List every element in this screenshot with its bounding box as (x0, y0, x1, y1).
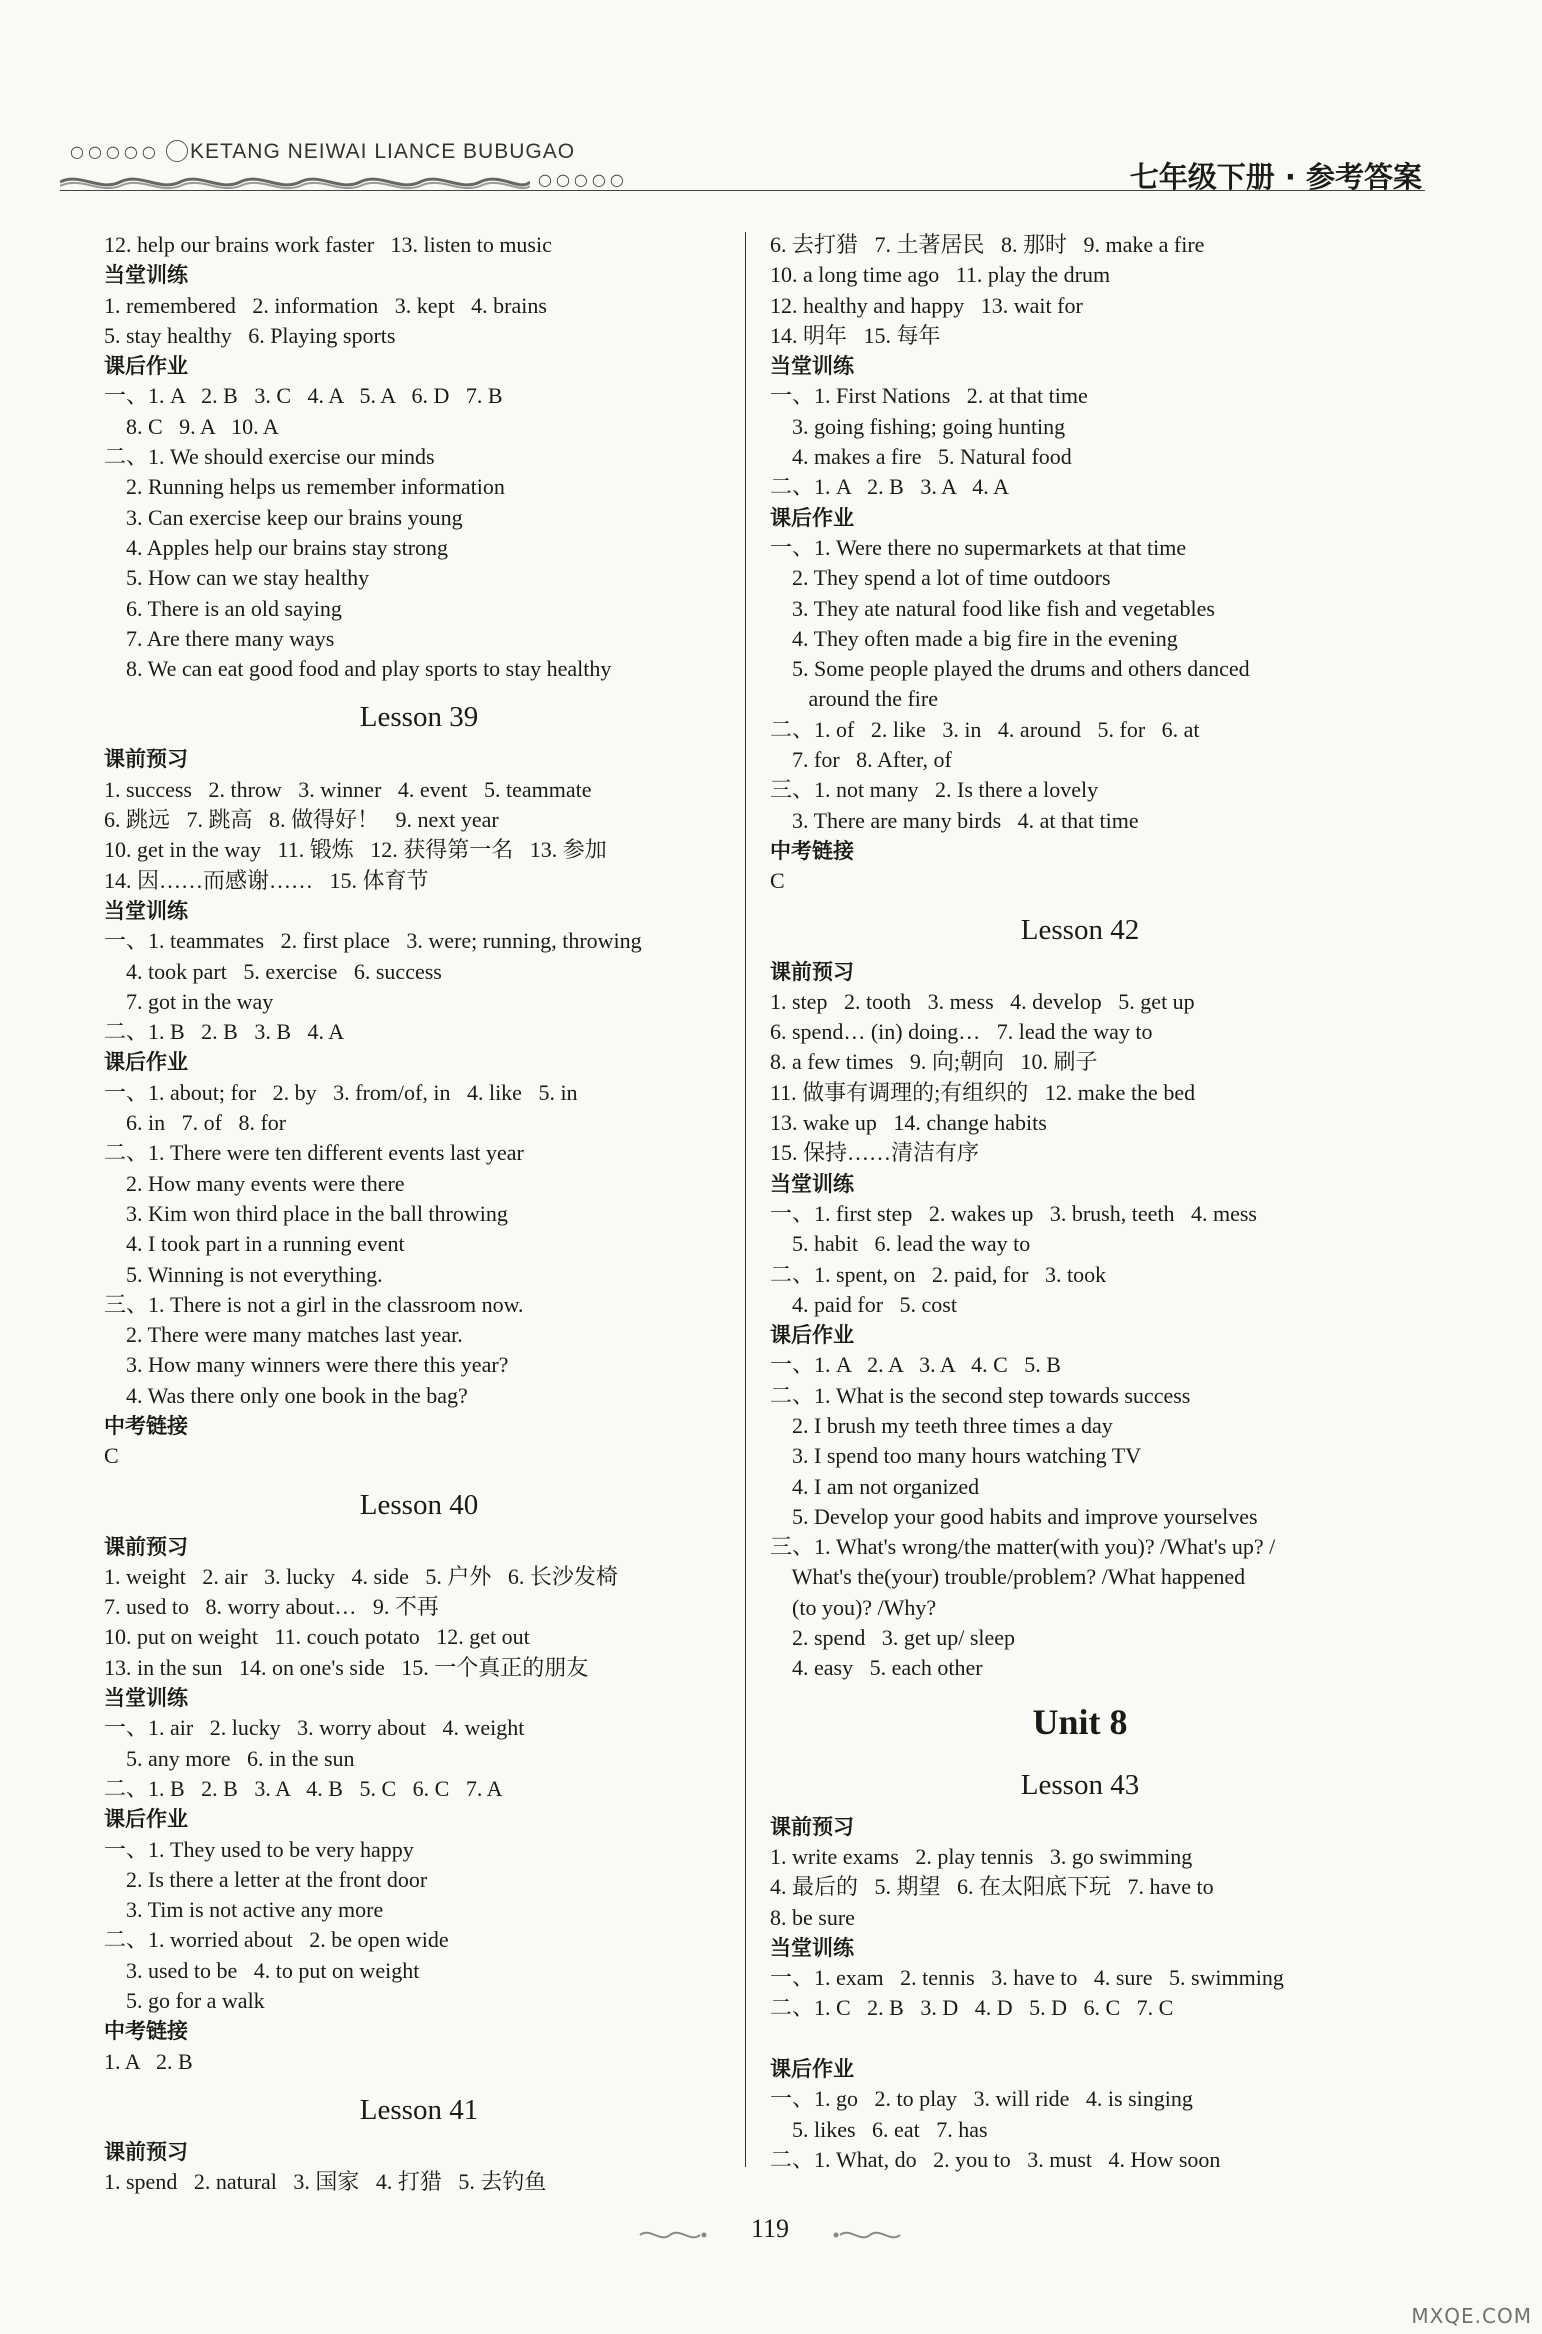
answer-line: (to you)? /Why? (770, 1594, 937, 1620)
section-heading: 课前预习 (104, 747, 188, 772)
answer-line: around the fire (770, 686, 938, 712)
answer-line: 3. Tim is not active any more (104, 1897, 384, 1923)
page-number: 119 (750, 2214, 790, 2243)
answer-line: 5. Develop your good habits and improve yourselves (770, 1503, 1258, 1529)
section-heading: 课前预习 (770, 959, 854, 984)
section-heading: 课后作业 (770, 2057, 854, 2082)
answer-line: 一、1. A 2. B 3. C 4. A 5. A 6. D 7. B (104, 383, 503, 409)
section-heading: 中考链接 (770, 838, 854, 863)
lesson-title: Lesson 41 (359, 2093, 479, 2126)
answers-right-column (770, 230, 1390, 2175)
answer-line: 5. Winning is not everything. (104, 1261, 383, 1287)
answer-line: 7. for 8. After, of (770, 747, 952, 773)
answer-line: 6. There is an old saying (104, 595, 342, 621)
answer-line: 6. spend… (in) doing… 7. lead the way to (770, 1019, 1153, 1045)
answer-line: 二、1. A 2. B 3. A 4. A (770, 474, 1009, 500)
answer-line: 3. Can exercise keep our brains young (104, 504, 463, 530)
section-heading: 当堂训练 (104, 263, 188, 288)
header-title: 七年级下册 · 参考答案 (1129, 160, 1422, 194)
answer-line: 4. easy 5. each other (770, 1655, 983, 1681)
answers-left-column (104, 230, 734, 2198)
answer-line: What's the(your) trouble/problem? /What happened (770, 1564, 1246, 1590)
answer-line: 8. C 9. A 10. A (104, 413, 279, 439)
header-dots-left: ○○○○○ (70, 142, 160, 161)
lesson-title: Lesson 39 (359, 701, 479, 734)
answer-line: 二、1. spent, on 2. paid, for 3. took (770, 1261, 1107, 1287)
section-heading: 当堂训练 (770, 354, 854, 379)
answer-line: 二、1. What is the second step towards success (770, 1382, 1191, 1408)
header-dots-right: ○○○○○ (538, 170, 628, 189)
answer-line: 4. They often made a big fire in the evening (770, 625, 1178, 651)
column-divider (745, 232, 746, 2167)
answer-line: 5. habit 6. lead the way to (770, 1231, 1031, 1257)
section-heading: 当堂训练 (104, 1686, 188, 1711)
answer-line: 一、1. They used to be very happy (104, 1836, 414, 1862)
answer-line: 6. 跳远 7. 跳高 8. 做得好！ 9. next year (104, 807, 499, 833)
answer-line: 三、1. not many 2. Is there a lovely (770, 777, 1099, 803)
section-heading: 课后作业 (104, 1050, 188, 1075)
answer-line: 1. spend 2. natural 3. 国家 4. 打猎 5. 去钓鱼 (104, 2169, 547, 2195)
section-heading: 中考链接 (104, 1413, 188, 1438)
answer-line: 5. likes 6. eat 7. has (770, 2116, 988, 2142)
watermark-logo (1322, 2248, 1532, 2328)
answer-line: 二、1. What, do 2. you to 3. must 4. How soon (770, 2146, 1221, 2172)
answer-line: 1. step 2. tooth 3. mess 4. develop 5. get up (770, 988, 1195, 1014)
answer-line: 2. They spend a lot of time outdoors (770, 565, 1111, 591)
answer-line: 3. going fishing; going hunting (770, 413, 1066, 439)
answer-line: 7. Are there many ways (104, 625, 335, 651)
section-heading: 课后作业 (770, 505, 854, 530)
answer-line: C (770, 868, 785, 894)
answer-line: 三、1. There is not a girl in the classroom now. (104, 1291, 524, 1317)
footer-ornament-right (832, 2226, 902, 2244)
answer-line: 4. Apples help our brains stay strong (104, 534, 449, 560)
answer-line: 10. get in the way 11. 锻炼 12. 获得第一名 13. 参加 (104, 837, 607, 863)
answer-line: 一、1. first step 2. wakes up 3. brush, teeth 4. mess (770, 1200, 1257, 1226)
answer-line: 1. remembered 2. information 3. kept 4. brains (104, 292, 547, 318)
section-heading: 课前预习 (104, 1534, 188, 1559)
answer-line: 1. A 2. B (104, 2048, 193, 2074)
lesson-title: Lesson 43 (1020, 1768, 1140, 1801)
answer-line: 5. Some people played the drums and others danced (770, 656, 1250, 682)
answer-line: 1. success 2. throw 3. winner 4. event 5. teammate (104, 776, 592, 802)
section-heading: 课后作业 (770, 1323, 854, 1348)
answer-line: 8. a few times 9. 向;朝向 10. 刷子 (770, 1049, 1098, 1075)
section-heading: 中考链接 (104, 2019, 188, 2044)
answer-line: 6. in 7. of 8. for (104, 1110, 287, 1136)
answer-line: 13. wake up 14. change habits (770, 1110, 1047, 1136)
answer-line: 2. spend 3. get up/ sleep (770, 1625, 1016, 1651)
answer-line: 7. got in the way (104, 988, 274, 1014)
answer-line: 二、1. worried about 2. be open wide (104, 1927, 449, 1953)
answer-line: 4. I took part in a running event (104, 1231, 405, 1257)
section-heading: 课后作业 (104, 1807, 188, 1832)
answer-line: 二、1. There were ten different events last year (104, 1140, 524, 1166)
answer-line: 2. There were many matches last year. (104, 1322, 463, 1348)
answer-line: 14. 明年 15. 每年 (770, 322, 941, 348)
answer-line: 二、1. of 2. like 3. in 4. around 5. for 6. at (770, 716, 1200, 742)
answer-line: 14. 因……而感谢…… 15. 体育节 (104, 867, 429, 893)
section-heading: 课后作业 (104, 354, 188, 379)
answer-line: 1. write exams 2. play tennis 3. go swimming (770, 1843, 1193, 1869)
watermark-text: MXQE.COM (1411, 2304, 1532, 2328)
answer-line: 一、1. A 2. A 3. A 4. C 5. B (770, 1352, 1061, 1378)
section-heading: 课前预习 (770, 1814, 854, 1839)
answer-line: 三、1. What's wrong/the matter(with you)? /What's up? / (770, 1534, 1276, 1560)
answer-line: 5. stay healthy 6. Playing sports (104, 322, 396, 348)
answer-line: 3. I spend too many hours watching TV (770, 1443, 1142, 1469)
lesson-title: Lesson 42 (1020, 913, 1140, 946)
answer-line: 4. paid for 5. cost (770, 1291, 957, 1317)
answer-line: 7. used to 8. worry about… 9. 不再 (104, 1594, 439, 1620)
answer-line: 一、1. about; for 2. by 3. from/of, in 4. like 5. in (104, 1079, 578, 1105)
answer-line: 一、1. First Nations 2. at that time (770, 383, 1088, 409)
answer-line: 3. How many winners were there this year? (104, 1352, 509, 1378)
answer-line: 3. They ate natural food like fish and vegetables (770, 595, 1215, 621)
answer-line: 8. We can eat good food and play sports to stay healthy (104, 656, 612, 682)
lesson-title: Lesson 40 (359, 1488, 479, 1521)
answer-line: 13. in the sun 14. on one's side 15. 一个真正的朋友 (104, 1654, 589, 1680)
answer-line: 1. weight 2. air 3. lucky 4. side 5. 户外 6. 长沙发椅 (104, 1563, 618, 1589)
answer-line: 5. any more 6. in the sun (104, 1745, 355, 1771)
answer-line: 6. 去打猎 7. 土著居民 8. 那时 9. make a fire (770, 232, 1205, 257)
answer-line: 15. 保持……清洁有序 (770, 1140, 980, 1166)
answer-line: 8. be sure (770, 1904, 855, 1930)
answer-line: 一、1. teammates 2. first place 3. were; running, throwing (104, 928, 642, 954)
page-header (0, 0, 1542, 200)
answer-line: 4. took part 5. exercise 6. success (104, 958, 442, 984)
section-heading: 课前预习 (104, 2139, 188, 2164)
answer-line: 二、1. We should exercise our minds (104, 444, 435, 470)
answer-line: 4. 最后的 5. 期望 6. 在太阳底下玩 7. have to (770, 1874, 1214, 1900)
answer-line: 4. makes a fire 5. Natural food (770, 444, 1072, 470)
answer-line: 一、1. air 2. lucky 3. worry about 4. weight (104, 1715, 525, 1741)
answer-line: 3. There are many birds 4. at that time (770, 807, 1139, 833)
unit-title: Unit 8 (1032, 1701, 1128, 1742)
section-heading: 当堂训练 (104, 898, 188, 923)
answer-line: 2. I brush my teeth three times a day (770, 1412, 1113, 1438)
answer-line: 12. help our brains work faster 13. listen to music (104, 232, 552, 257)
answer-line: 二、1. B 2. B 3. A 4. B 5. C 6. C 7. A (104, 1775, 503, 1801)
page-footer (620, 2204, 920, 2264)
answer-line: 3. used to be 4. to put on weight (104, 1957, 420, 1983)
answer-line: 一、1. Were there no supermarkets at that time (770, 534, 1187, 560)
answer-line: 二、1. B 2. B 3. B 4. A (104, 1019, 345, 1045)
answer-line: 5. go for a walk (104, 1988, 265, 2014)
answer-line: 2. Is there a letter at the front door (104, 1866, 428, 1892)
answer-line: 10. put on weight 11. couch potato 12. get out (104, 1624, 530, 1650)
answer-line: 一、1. go 2. to play 3. will ride 4. is singing (770, 2086, 1193, 2112)
section-heading: 当堂训练 (770, 1171, 854, 1196)
answer-line: 2. Running helps us remember information (104, 474, 505, 500)
section-heading: 当堂训练 (770, 1935, 854, 1960)
series-logo-icon (166, 140, 188, 162)
answer-line: 3. Kim won third place in the ball throwing (104, 1200, 508, 1226)
header-series-name: KETANG NEIWAI LIANCE BUBUGAO (190, 140, 576, 163)
answer-line: 12. healthy and happy 13. wait for (770, 292, 1083, 318)
answer-line: 二、1. C 2. B 3. D 4. D 5. D 6. C 7. C (770, 1995, 1174, 2021)
answer-line: 5. How can we stay healthy (104, 565, 370, 591)
answer-line: 11. 做事有调理的;有组织的 12. make the bed (770, 1079, 1196, 1105)
answer-line (770, 2024, 1390, 2054)
answer-line: 一、1. exam 2. tennis 3. have to 4. sure 5. swimming (770, 1965, 1284, 1991)
answer-line: C (104, 1443, 119, 1469)
answer-line: 10. a long time ago 11. play the drum (770, 262, 1111, 288)
answer-line: 4. I am not organized (770, 1473, 980, 1499)
answer-line: 2. How many events were there (104, 1170, 405, 1196)
answer-line: 4. Was there only one book in the bag? (104, 1382, 468, 1408)
